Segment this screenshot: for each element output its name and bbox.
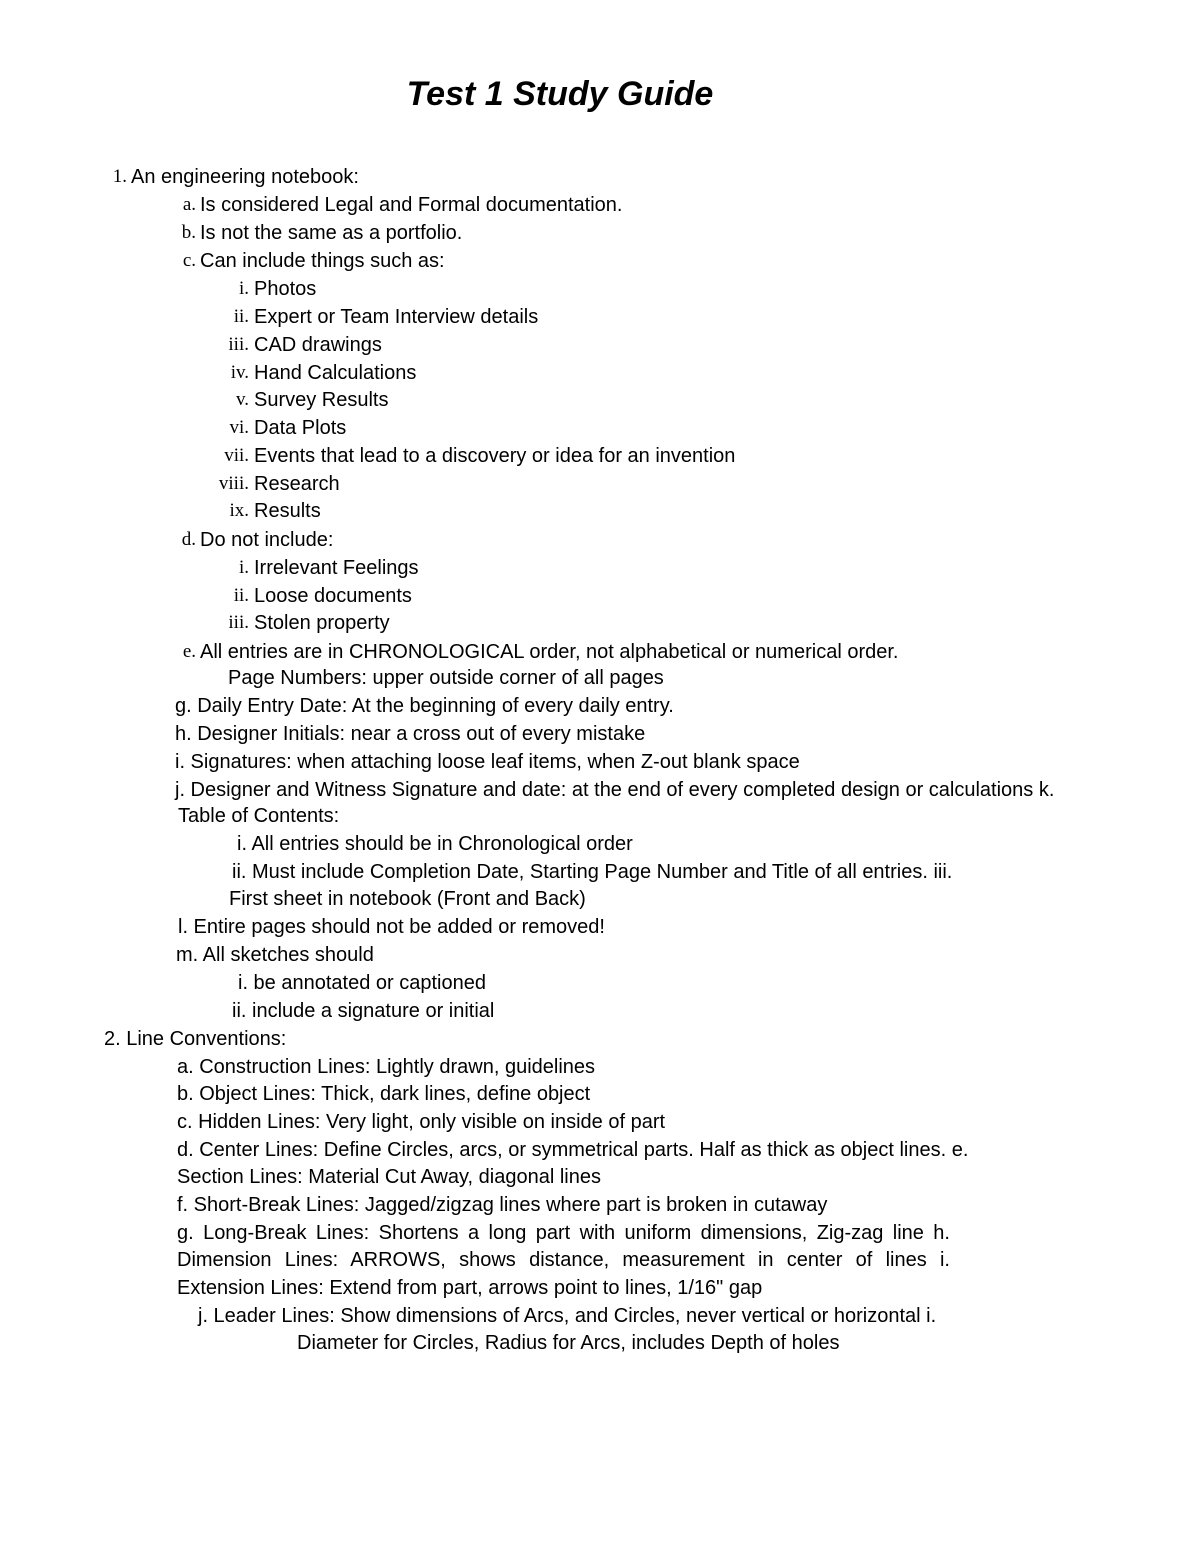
item-2a-text: a. Construction Lines: Lightly drawn, guidelines <box>177 1056 596 1078</box>
item-1a-text: Is considered Legal and Formal documentation. <box>200 194 623 216</box>
list-item: Hand Calculations <box>254 362 417 384</box>
list-item-marker: ix. <box>229 500 249 521</box>
item-1m-text: m. All sketches should <box>176 944 374 966</box>
list-item: Results <box>254 500 321 522</box>
item-1b-text: Is not the same as a portfolio. <box>200 222 463 244</box>
list-item-marker: iv. <box>230 362 249 383</box>
page-title: Test 1 Study Guide <box>406 75 714 113</box>
list-item-marker: iii. <box>228 334 249 355</box>
list-item: Photos <box>254 278 317 300</box>
item-1i-text: i. Signatures: when attaching loose leaf items, when Z-out blank space <box>175 751 800 773</box>
item-2i-text: Extension Lines: Extend from part, arrows point to lines, 1/16" gap <box>177 1277 763 1299</box>
item-1d-marker: d. <box>181 529 196 550</box>
section-1-marker: 1. <box>112 166 127 187</box>
list-item-marker: iii. <box>228 612 249 633</box>
list-item: Survey Results <box>254 389 389 411</box>
item-1c-text: Can include things such as: <box>200 250 445 272</box>
item-2j-text: j. Leader Lines: Show dimensions of Arcs, and Circles, never vertical or horizontal i. <box>198 1305 937 1327</box>
list-item: Events that lead to a discovery or idea for an invention <box>254 445 736 467</box>
toc-item-iii: First sheet in notebook (Front and Back) <box>229 888 586 910</box>
list-item: Loose documents <box>254 585 412 607</box>
list-item: Stolen property <box>254 612 390 634</box>
list-item-marker: vii. <box>224 445 249 466</box>
list-item: Research <box>254 473 340 495</box>
item-2g-text: g. Long-Break Lines: Shortens a long part with uniform dimensions, Zig-zag line h. <box>177 1222 950 1244</box>
item-2e-text: Section Lines: Material Cut Away, diagonal lines <box>177 1166 601 1188</box>
toc-item-ii: ii. Must include Completion Date, Starting Page Number and Title of all entries. iii. <box>232 861 953 883</box>
item-1g-text: g. Daily Entry Date: At the beginning of every daily entry. <box>175 695 674 717</box>
list-item-marker: viii. <box>218 473 249 494</box>
item-2f-text: f. Short-Break Lines: Jagged/zigzag lines where part is broken in cutaway <box>177 1194 828 1216</box>
table-of-contents-heading: Table of Contents: <box>178 805 340 827</box>
item-2d-text: d. Center Lines: Define Circles, arcs, or symmetrical parts. Half as thick as object lines. e. <box>177 1139 969 1161</box>
item-1d-text: Do not include: <box>200 529 334 551</box>
item-1h-text: h. Designer Initials: near a cross out of every mistake <box>175 723 646 745</box>
item-1e-marker: e. <box>182 641 196 662</box>
list-item: CAD drawings <box>254 334 382 356</box>
item-1l-text: l. Entire pages should not be added or removed! <box>178 916 605 938</box>
section-2-heading: 2. Line Conventions: <box>104 1028 287 1050</box>
list-item: Data Plots <box>254 417 347 439</box>
item-1m-i: i. be annotated or captioned <box>238 972 486 994</box>
list-item-marker: vi. <box>229 417 249 438</box>
list-item: Irrelevant Feelings <box>254 557 419 579</box>
list-item-marker: i. <box>238 278 249 299</box>
item-1m-ii: ii. include a signature or initial <box>232 1000 495 1022</box>
list-item-marker: i. <box>238 557 249 578</box>
section-1-heading: An engineering notebook: <box>131 166 359 188</box>
list-item-marker: ii. <box>233 585 249 606</box>
list-item-marker: ii. <box>233 306 249 327</box>
item-2c-text: c. Hidden Lines: Very light, only visible on inside of part <box>177 1111 666 1133</box>
page-numbers-text: Page Numbers: upper outside corner of all pages <box>228 667 664 689</box>
item-1j-text: j. Designer and Witness Signature and date: at the end of every completed design or calculations k. <box>175 779 1055 801</box>
toc-item-i: i. All entries should be in Chronological order <box>237 833 633 855</box>
list-item-marker: v. <box>235 389 249 410</box>
item-1b-marker: b. <box>181 222 196 243</box>
item-1a-marker: a. <box>182 194 196 215</box>
item-1c-marker: c. <box>182 250 196 271</box>
item-2j-i-text: Diameter for Circles, Radius for Arcs, includes Depth of holes <box>297 1332 840 1354</box>
item-2h-text: Dimension Lines: ARROWS, shows distance, measurement in center of lines i. <box>177 1249 950 1271</box>
item-1e-text: All entries are in CHRONOLOGICAL order, not alphabetical or numerical order. <box>200 641 899 663</box>
item-2b-text: b. Object Lines: Thick, dark lines, define object <box>177 1083 591 1105</box>
list-item: Expert or Team Interview details <box>254 306 539 328</box>
